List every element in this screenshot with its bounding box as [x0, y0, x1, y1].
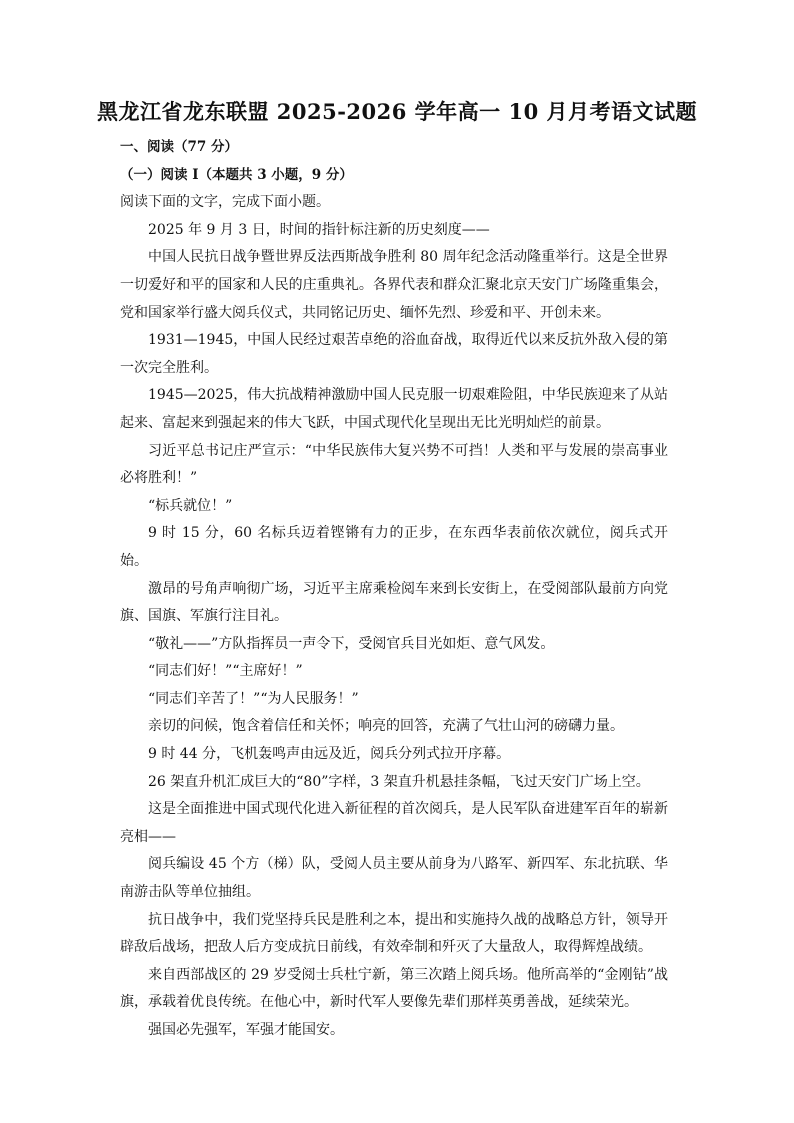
paragraph: 抗日战争中，我们党坚持兵民是胜利之本，提出和实施持久战的战略总方针，领导开辟敌后战场，把敌人后方变成抗日前线，有效牵制和歼灭了大量敌人，取得辉煌战绩。 [120, 911, 668, 956]
paragraph: “同志们辛苦了！”“为人民服务！” [148, 690, 359, 707]
paragraph: 激昂的号角声响彻广场，习近平主席乘检阅车来到长安街上，在受阅部队最前方向党旗、国旗、军旗行注目礼。 [120, 580, 668, 625]
paragraph: 1945—2025，伟大抗战精神激励中国人民克服一切艰难险阻，中华民族迎来了从站起来、富起来到强起来的伟大飞跃，中国式现代化呈现出无比光明灿烂的前景。 [120, 387, 668, 431]
document-body [120, 134, 668, 1045]
paragraph: 1931—1945，中国人民经过艰苦卓绝的浴血奋战，取得近代以来反抗外敌入侵的第一次完全胜利。 [120, 332, 668, 376]
section-heading: 一、阅读（77 分） [120, 139, 238, 155]
paragraph: 2025 年 9 月 3 日，时间的指针标注新的历史刻度—— [148, 221, 490, 238]
paragraph: 亲切的问候，饱含着信任和关怀；响亮的回答，充满了气壮山河的磅礴力量。 [148, 718, 624, 735]
paragraph: 这是全面推进中国式现代化进入新征程的首次阅兵，是人民军队奋进建军百年的崭新亮相—— [120, 801, 668, 845]
paragraph: 26 架直升机汇成巨大的“80”字样，3 架直升机悬挂条幅，飞过天安门广场上空。 [148, 773, 650, 790]
paragraph: 9 时 44 分，飞机轰鸣声由远及近，阅兵分列式拉开序幕。 [148, 746, 511, 763]
paragraph: 强国必先强军，军强才能国安。 [148, 1022, 344, 1038]
page-title: 黑龙江省龙东联盟 2025-2026 学年高一 10 月月考语文试题 [96, 99, 698, 124]
reading-instruction: 阅读下面的文字，完成下面小题。 [120, 194, 330, 211]
subsection-heading: （一）阅读 I（本题共 3 小题，9 分） [120, 166, 353, 183]
paragraph: 中国人民抗日战争暨世界反法西斯战争胜利 80 周年纪念活动隆重举行。这是全世界一切爱好和平的国家和人民的庄重典礼。各界代表和群众汇聚北京天安门广场隆重集会，党和国家举行盛大阅兵仪式，共同铭记历史、缅怀先烈、珍爱和平、开创未来。 [120, 249, 668, 321]
paragraph: “敬礼——”方队指挥员一声令下，受阅官兵目光如炬、意气风发。 [148, 635, 555, 652]
paragraph: “同志们好！”“主席好！” [148, 663, 303, 680]
paragraph: “标兵就位！” [148, 497, 233, 514]
paragraph: 来自西部战区的 29 岁受阅士兵杜宁新，第三次踏上阅兵场。他所高举的“金刚钻”战旗，承载着优良传统。在他心中，新时代军人要像先辈们那样英勇善战，延续荣光。 [120, 966, 668, 1011]
paragraph: 习近平总书记庄严宣示：“中华民族伟大复兴势不可挡！人类和平与发展的崇高事业必将胜利！” [120, 442, 668, 487]
paragraph: 阅兵编设 45 个方（梯）队，受阅人员主要从前身为八路军、新四军、东北抗联、华南游击队等单位抽组。 [120, 856, 668, 901]
paragraph: 9 时 15 分，60 名标兵迈着铿锵有力的正步，在东西华表前依次就位，阅兵式开始。 [120, 525, 668, 569]
